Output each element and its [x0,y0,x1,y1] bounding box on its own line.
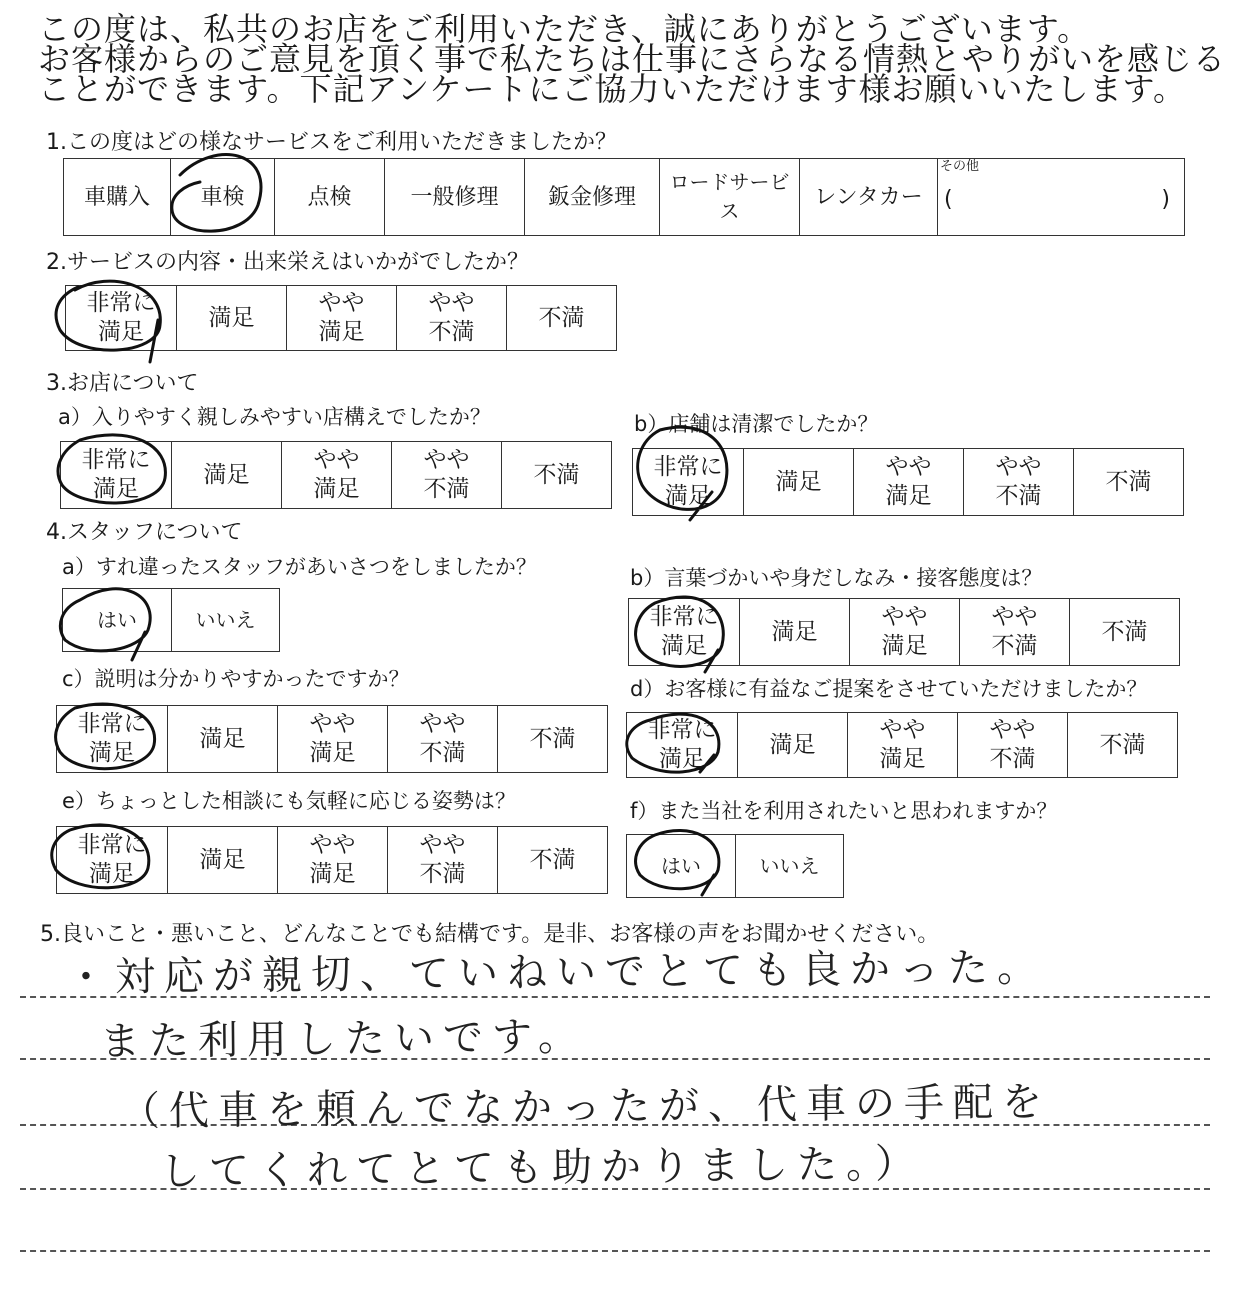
q4f-label: f）また当社を利用されたいと思われますか？ [630,799,1058,823]
intro-line: ことができます。下記アンケートにご協力いただけます様お願いいたします。 [38,70,1186,108]
option-dissatisfied[interactable]: 不満 [497,706,607,772]
option-somewhat-satisfied[interactable]: やや 満足 [853,449,963,515]
q4e-options-row [56,826,608,894]
intro-text [38,10,1228,108]
q3b-label: b）店舗は清潔でしたか？ [634,412,879,436]
option-satisfied[interactable]: 満足 [167,706,277,772]
option-yes[interactable]: はい [97,607,137,632]
q1-option-road-service[interactable]: ロードサービス [659,159,799,235]
option-somewhat-satisfied[interactable]: やや 満足 [849,599,959,665]
q1-options-row [63,158,1185,236]
q4c-label: c）説明は分かりやすかったですか？ [62,667,410,691]
option-dissatisfied[interactable]: 不満 [497,827,607,893]
option-very-satisfied[interactable]: 非常に 満足 [649,604,719,659]
option-somewhat-satisfied[interactable]: やや 満足 [281,442,391,508]
option-very-satisfied[interactable]: 非常に 満足 [77,832,147,887]
q4f-options-row [626,834,844,898]
option-somewhat-satisfied[interactable]: やや 満足 [277,706,387,772]
option-very-satisfied[interactable]: 非常に 満足 [86,290,156,345]
option-no[interactable]: いいえ [735,835,843,897]
option-very-satisfied[interactable]: 非常に 満足 [81,447,151,502]
option-somewhat-satisfied[interactable]: やや 満足 [286,286,396,350]
option-somewhat-dissatisfied[interactable]: やや 不満 [391,442,501,508]
q3a-options-row [60,441,612,509]
option-satisfied[interactable]: 満足 [737,713,847,777]
q4d-label: d）お客様に有益なご提案をさせていただけましたか？ [630,677,1148,701]
q1-title: 1.この度はどの様なサービスをご利用いただきましたか？ [46,130,617,155]
option-somewhat-dissatisfied[interactable]: やや 不満 [396,286,506,350]
other-input[interactable]: ( ) [944,187,1170,212]
q2-options-row [65,285,617,351]
option-very-satisfied[interactable]: 非常に 満足 [653,454,723,509]
option-yes[interactable]: はい [661,853,701,878]
q1-option-inspection-shaken[interactable]: 車検 [170,159,274,235]
q1-option-bodywork[interactable]: 鈑金修理 [524,159,659,235]
option-somewhat-dissatisfied[interactable]: やや 不満 [957,713,1067,777]
q3a-label: a）入りやすく親しみやすい店構えでしたか？ [58,405,491,429]
q4b-options-row [628,598,1180,666]
option-dissatisfied[interactable]: 不満 [506,286,616,350]
option-somewhat-dissatisfied[interactable]: やや 不満 [387,827,497,893]
answer-line-guide [20,1250,1210,1252]
option-satisfied[interactable]: 満足 [739,599,849,665]
q5-title: 5.良いこと・悪いこと、どんなことでも結構です。是非、お客様の声をお聞かせください。 [40,922,940,947]
q3-title: 3.お店について [46,371,199,396]
option-very-satisfied[interactable]: 非常に 満足 [647,717,717,772]
handwritten-answer-line: してくれてとても助かりました。） [159,1141,925,1195]
option-dissatisfied[interactable]: 不満 [501,442,611,508]
option-satisfied[interactable]: 満足 [171,442,281,508]
intro-line: この度は、私共のお店をご利用いただき、誠にありがとうございます。 [38,10,1091,48]
option-dissatisfied[interactable]: 不満 [1069,599,1179,665]
option-dissatisfied[interactable]: 不満 [1067,713,1177,777]
handwritten-answer-line: （代車を頼んでなかったが、代車の手配を [119,1079,1052,1135]
q2-title: 2.サービスの内容・出来栄えはいかがでしたか？ [46,250,529,275]
option-satisfied[interactable]: 満足 [167,827,277,893]
q4-title: 4.スタッフについて [46,520,243,545]
intro-line: お客様からのご意見を頂く事で私たちは仕事にさらなる情熱とやりがいを感じる [38,40,1227,78]
handwritten-answer-line: また利用したいです。 [99,1013,588,1065]
option-no[interactable]: いいえ [171,589,279,651]
q4c-options-row [56,705,608,773]
q1-option-purchase[interactable]: 車購入 [83,184,150,210]
q4b-label: b）言葉づかいや身だしなみ・接客態度は？ [630,566,1043,590]
handwritten-answer-line: ・対応が親切、ていねいでとても良かった。 [65,944,1047,1001]
option-somewhat-dissatisfied[interactable]: やや 不満 [963,449,1073,515]
q4d-options-row [626,712,1178,778]
q4a-label: a）すれ違ったスタッフがあいさつをしましたか？ [62,555,537,579]
option-somewhat-satisfied[interactable]: やや 満足 [277,827,387,893]
q1-option-other[interactable] [937,159,1184,235]
other-label: その他 [940,159,980,174]
option-very-satisfied[interactable]: 非常に 満足 [77,711,147,766]
option-satisfied[interactable]: 満足 [743,449,853,515]
option-satisfied[interactable]: 満足 [176,286,286,350]
q4e-label: e）ちょっとした相談にも気軽に応じる姿勢は？ [62,789,516,813]
option-somewhat-dissatisfied[interactable]: やや 不満 [387,706,497,772]
option-dissatisfied[interactable]: 不満 [1073,449,1183,515]
q1-option-checkup[interactable]: 点検 [274,159,384,235]
q4a-options-row [62,588,280,652]
q1-option-rental[interactable]: レンタカー [799,159,937,235]
q3b-options-row [632,448,1184,516]
option-somewhat-satisfied[interactable]: やや 満足 [847,713,957,777]
option-somewhat-dissatisfied[interactable]: やや 不満 [959,599,1069,665]
q1-option-general-repair[interactable]: 一般修理 [384,159,524,235]
